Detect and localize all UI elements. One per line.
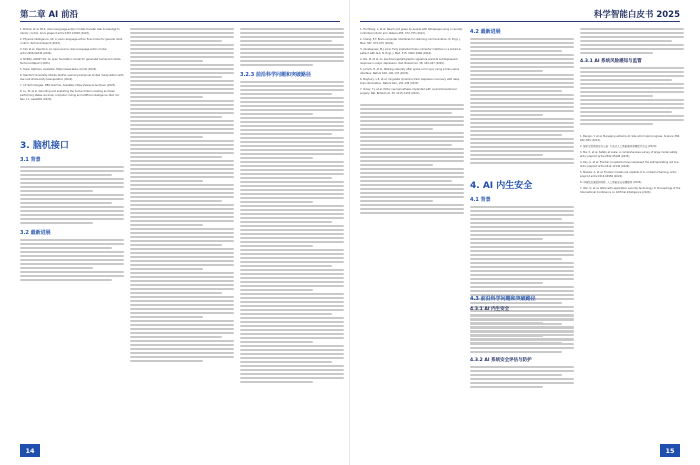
- reference-item: 4. Wu, W. et al. An electroencephalographic signature predicts antidepressant response in major depression. Nat. Biotechnol. 38, 439–447 (2020).: [360, 58, 458, 65]
- reference-item: 7. Oxley, T.J. et al. Motor neuroprosthesis implanted with neurointerventional surgery. Nat. Biotechnol. 39, 1215–1219 (2021).: [360, 88, 457, 95]
- reference-item: 6. Stanford University. Mobile ALOHA: Learning bimanual mobile manipulation with low-cost whole-body teleoperation (2024).: [20, 74, 124, 81]
- body-text-block: [20, 239, 124, 281]
- right-page: [350, 0, 700, 465]
- subsection-heading-risk: 4.3.1 AI 系统风险感知与监管: [580, 59, 642, 64]
- reference-item: 1. Hochberg, L. et al. Reach and grasp by people with tetraplegia using a neurally controlled robotic arm. Nature 485, 372–375 (2012).: [360, 28, 463, 35]
- body-text-block: [360, 104, 464, 214]
- reference-item: 5. Meinke, A. et al. Frontier models are capable of in-context scheming. arXiv preprint arXiv:2412.04984 (2024).: [580, 171, 677, 178]
- right-column-3: [580, 28, 684, 438]
- reference-item: 1. Bengio, Y. et al. Managing extreme AI risks amid rapid progress. Science 384, 842–845 (2024).: [580, 135, 680, 142]
- subsection-heading-evaluation: 4.3.2 AI 系统安全评估与防护: [470, 358, 532, 363]
- body-text-block: [240, 81, 344, 383]
- body-text-block: [470, 315, 574, 353]
- subsection-heading-frontier: 4.3 前沿科学问题和突破路径: [470, 296, 536, 302]
- right-column-2-lower: [470, 290, 574, 430]
- right-reference-list: [360, 28, 464, 96]
- reference-item: 5. Tesla. Optimus. Available: https://www.tesla.com/AI (2024).: [20, 68, 98, 71]
- subsection-heading-progress: 3.2 最新进展: [20, 230, 51, 236]
- right-column-1: [360, 28, 464, 438]
- reference-item: 6. Maybury, L.E. et al. Cingulate dynamics track depression recovery with deep brain stimulation. Nature 622, 130–138 (2023).: [360, 78, 460, 85]
- reference-item: 7. Wei, Q. et al. Wikis with application security technology. In Proceedings of the International Conference on Artificial Intelligence (2024).: [580, 187, 681, 194]
- subsection-heading-frontier: 3.2.3 前沿科学问题和突破路径: [240, 72, 311, 78]
- reference-item: 4. NVIDIA. GR00T N1: An open foundation model for generalist humanoid robots. Technical Report (2025).: [20, 58, 122, 65]
- body-text-block: [470, 366, 574, 388]
- body-text-block: [20, 166, 124, 224]
- subsection-heading-background: 3.1 背景: [20, 157, 41, 163]
- reference-item: 3. Kim et al. OpenVLA: An open-source vision-language-action model. arXiv:2406.09246 (2024).: [20, 48, 108, 55]
- subsection-heading-internal-safety: 4.3.1 AI 内生安全: [470, 307, 510, 312]
- reference-item: 4. Pan, X. et al. Frontier AI systems have surpassed the self-replicating red line. arXiv preprint arXiv:2412.12140 (2024).: [580, 161, 680, 168]
- reference-item: 1. Brohan et al. RT-2: Vision-language-action models transfer web knowledge to robotic control. Arxiv preprint arXiv:2307.15818 (2023).: [20, 28, 120, 35]
- section-heading-bci: 3. 脑机接口: [20, 141, 69, 151]
- section-heading-ai-safety: 4. AI 内生安全: [470, 181, 533, 191]
- reference-item: 6. 中国信息通信研究院. 人工智能安全治理框架 (2024).: [580, 181, 643, 184]
- body-text-block: [580, 28, 684, 54]
- body-text-block: [580, 67, 684, 125]
- left-column-2: [130, 28, 234, 438]
- left-reference-list: [20, 28, 124, 102]
- body-text-block: [130, 28, 234, 362]
- subsection-heading-latest: 4.2 最新进展: [470, 29, 501, 35]
- reference-item: 3. Ma, X. et al. Safety at scale: A comprehensive survey of large model safety. arXiv preprint arXiv:2502.05206 (2025).: [580, 151, 678, 158]
- right-page-number: 15: [660, 444, 680, 457]
- reference-item: 8. Lu, W. et al. Decoding and exploiting the human brain's reading and task-performing states via brain computer coding and artificial intelligence. Nat. Sci. Rev. 11, nwae081 (2024).: [20, 90, 120, 101]
- reference-item: 2. 国家互联网信息办公室. 生成式人工智能服务管理暂行办法 (2023).: [580, 145, 658, 148]
- left-column-1: [20, 28, 124, 438]
- reference-item: 3. Vansteensel, M.J. et al. Fully implanted brain-computer interface in a locked-in patient with ALS. N. Engl. J. Med. 375, 2060–2066 (2016).: [360, 48, 462, 55]
- subsection-heading-background: 4.1 背景: [470, 197, 491, 203]
- reference-item: 2. Chang, E.F. Brain-computer interfaces for restoring communication. N. Engl. J. Med. 387, 673–675 (2022).: [360, 38, 461, 45]
- reference-item: 7. 1X Technologies. NEO Gamma. Available: https://www.1x.tech/neo (2025).: [20, 84, 116, 87]
- left-column-3: [240, 28, 344, 438]
- left-header-rule: [20, 21, 340, 22]
- reference-item: 2. Physical Intelligence. π0: A vision-language-action flow model for general robot control. Technical Report (2024).: [20, 38, 123, 45]
- body-text-block: [240, 28, 344, 66]
- reference-item: 5. Lorach, H. et al. Walking naturally after spinal cord injury using a brain-spine interface. Nature 618, 126–133 (2023).: [360, 68, 460, 75]
- right-reference-list-2: [580, 135, 684, 195]
- left-page-number: 14: [20, 444, 40, 457]
- body-text-block: [470, 38, 574, 164]
- right-header-rule: [360, 21, 680, 22]
- right-running-header: 科学智能白皮书 2025: [593, 10, 680, 20]
- left-running-header: 第二章 AI 前沿: [20, 10, 79, 20]
